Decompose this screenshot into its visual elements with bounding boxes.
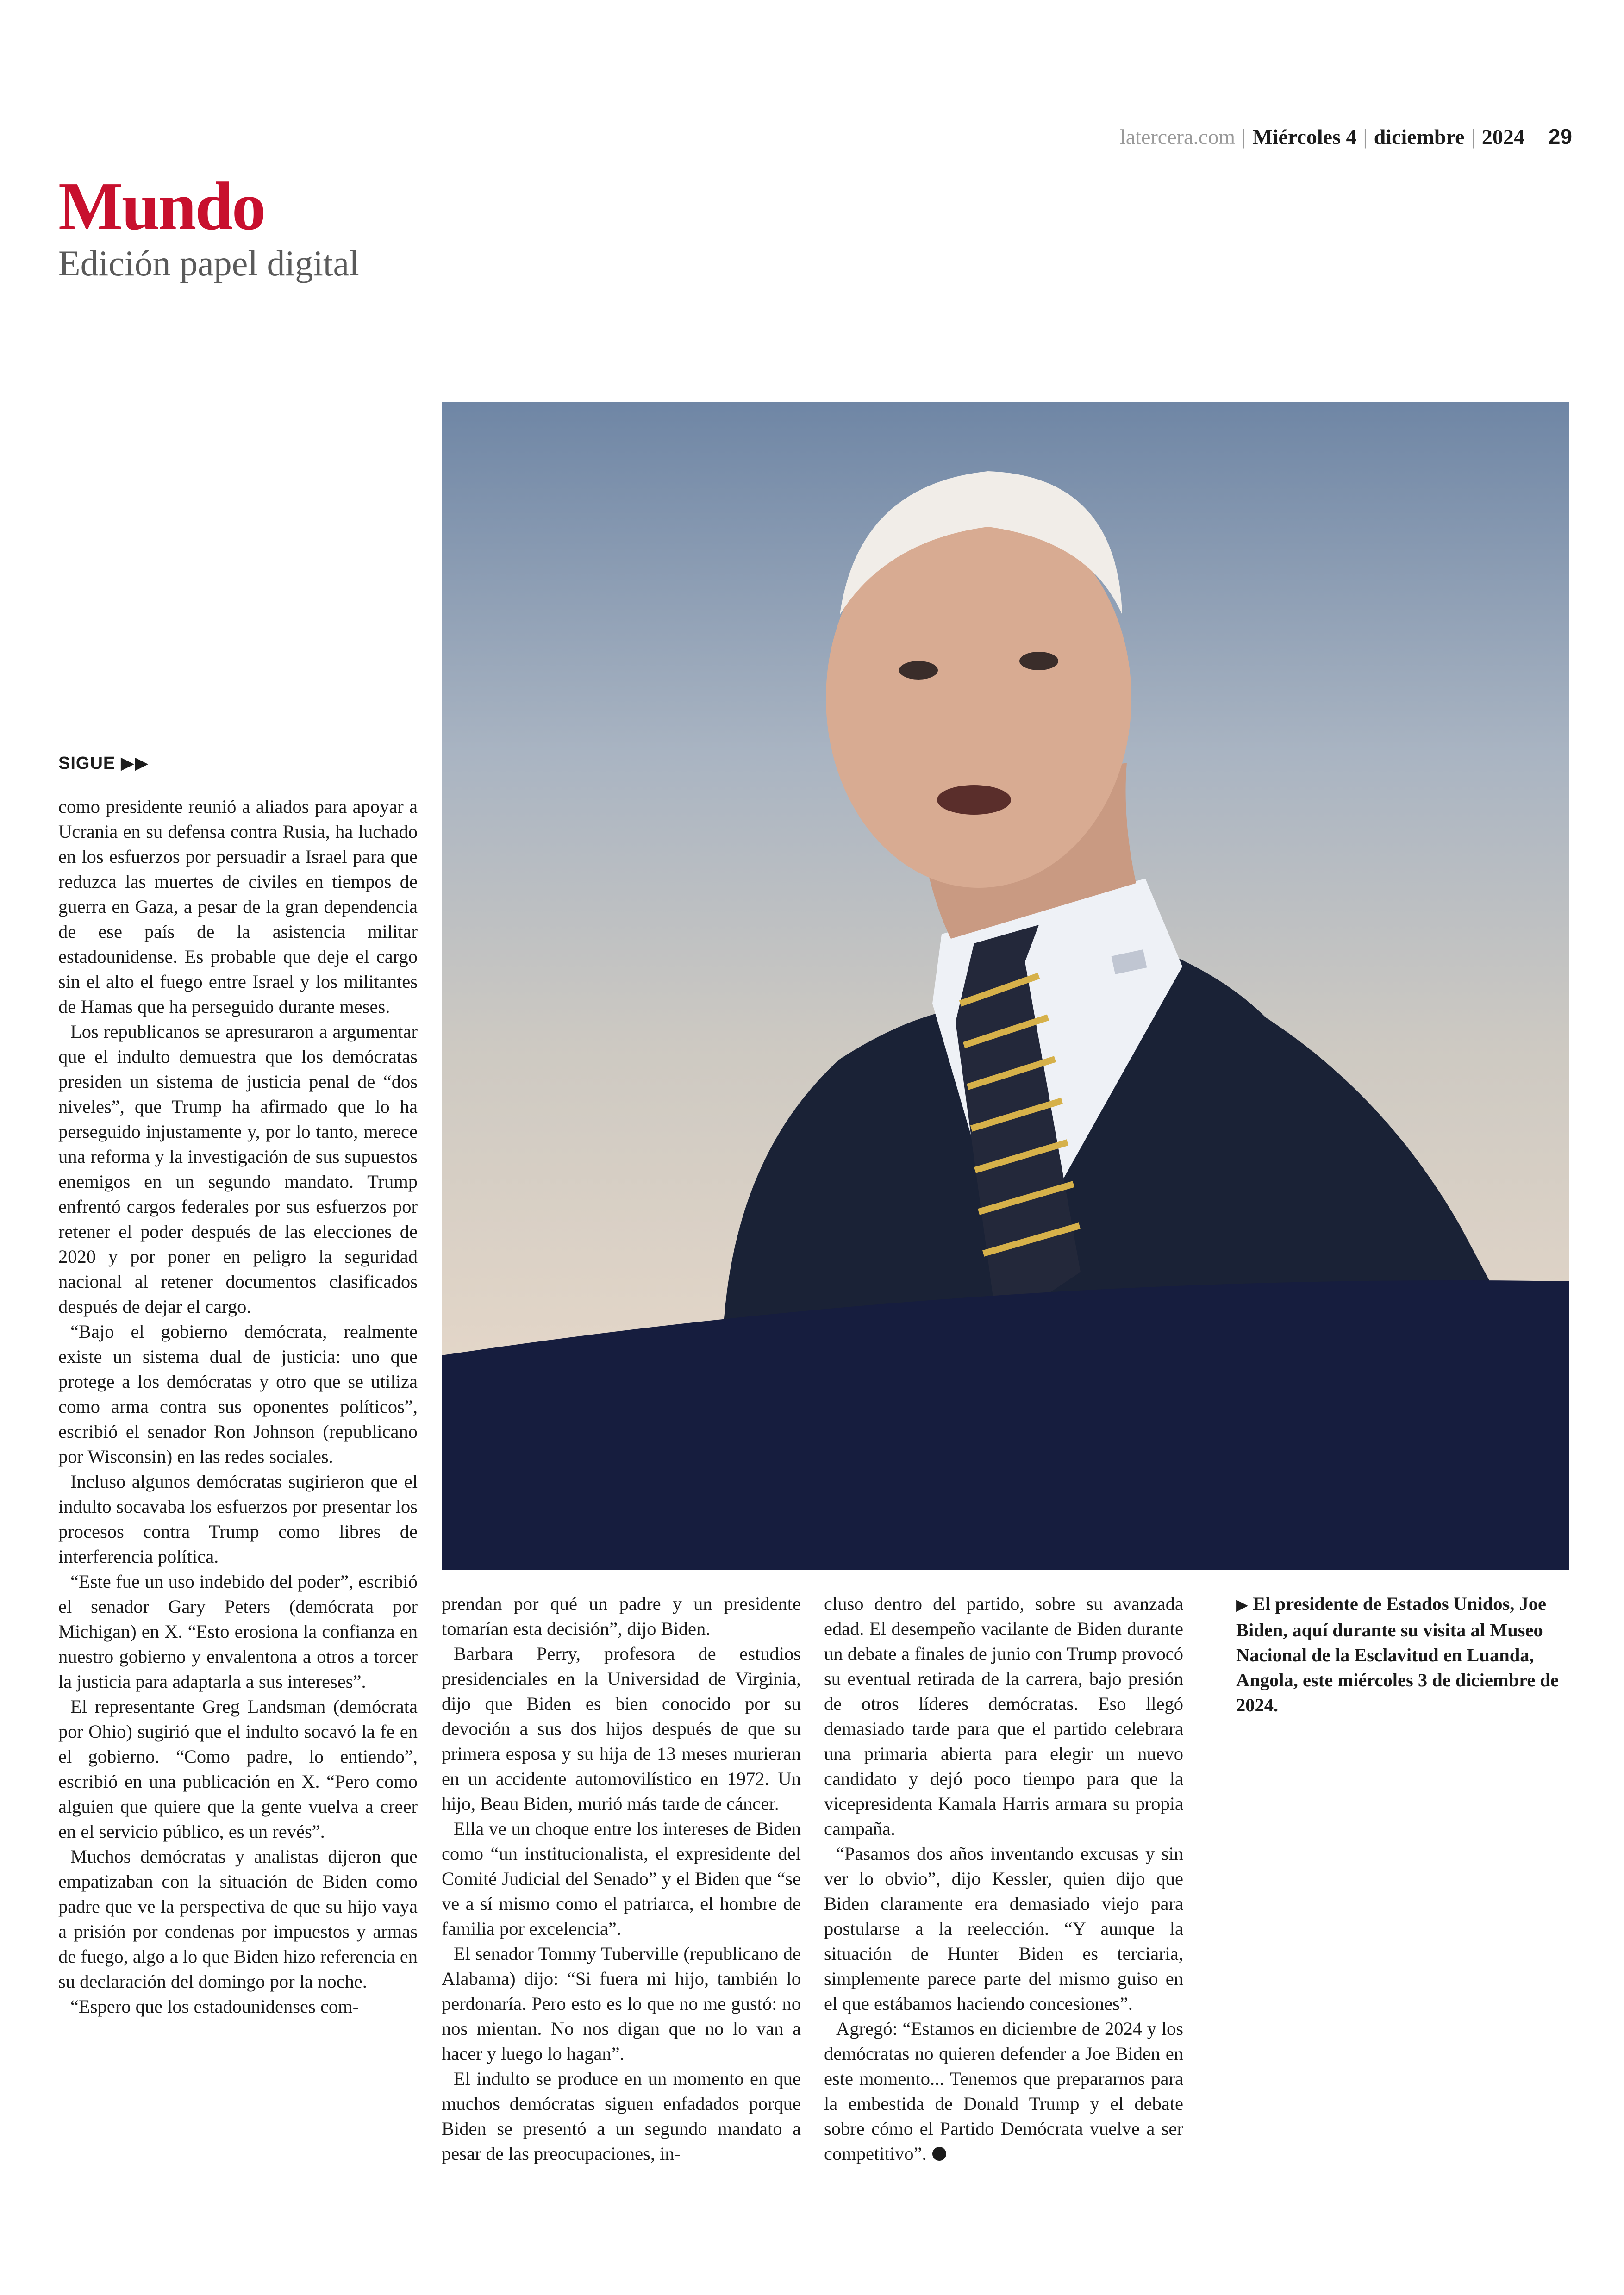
article-photo (442, 402, 1569, 1570)
right-eye (1019, 652, 1058, 670)
end-of-article-icon (932, 2147, 946, 2161)
paragraph: El senador Tommy Tuberville (republicano de Alabama) dijo: “Si fuera mi hijo, también lo perdonaría. Pero esto es lo que no me gustó: no nos mientan. No nos digan que no lo van a hacer y luego lo hagan”. (442, 1943, 801, 2064)
paragraph: prendan por qué un padre y un presidente tomarían esta decisión”, dijo Biden. (442, 1593, 801, 1639)
caption-text: El presidente de Estados Unidos, Joe Biden, aquí durante su visita al Museo Nacional de la Esclavitud en Luanda, Angola, este miércoles 3 de diciembre de 2024. (1236, 1593, 1559, 1715)
paragraph-final-text: Agregó: “Estamos en diciembre de 2024 y los demócratas no quieren defender a Joe Biden en este momento... Tenemos que prepararnos para la embestida de Donald Trump y el debate sobre cómo el Partido Demócrata vuelve a ser competitivo”. (824, 2018, 1183, 2164)
left-eye (899, 661, 938, 680)
masthead-month: diciembre (1374, 125, 1465, 149)
article-column-3 (824, 1591, 1183, 2166)
continued-label: SIGUE ▶▶ (58, 754, 149, 773)
masthead-day: Miércoles 4 (1252, 125, 1357, 149)
paragraph: Ella ve un choque entre los intereses de Biden como “un institucionalista, el expresidente del Comité Judicial del Senado” y el Biden que “se ve a sí mismo como el patriarca, el hombre de familia por excelencia”. (442, 1818, 801, 1939)
podium-shape (442, 1280, 1569, 1570)
paragraph: “Pasamos dos años inventando excusas y sin ver lo obvio”, dijo Kessler, quien dijo que Biden claramente era demasiado viejo para postularse a la reelección. “Y aunque la situación de Hunter Biden es terciaria, simplemente parece parte del mismo guiso en el que estábamos haciendo concesiones”. (824, 1843, 1183, 2014)
page-number: 29 (1548, 125, 1572, 149)
paragraph: Muchos demócratas y analistas dijeron que empatizaban con la situación de Biden como padre que ve la perspectiva de que su hijo vaya a prisión por condenas por impuestos y armas de fuego, algo a lo que Biden hizo referencia en su declaración del domingo por la noche. (58, 1846, 418, 1992)
paragraph: “Bajo el gobierno demócrata, realmente existe un sistema dual de justicia: uno que protege a los demócratas y otro que se utiliza como arma contra sus oponentes políticos”, escribió el senador Ron Johnson (republicano por Wisconsin) en las redes sociales. (58, 1321, 418, 1467)
separator: | (1471, 125, 1475, 149)
caption-arrow-icon: ▶ (1236, 1597, 1249, 1614)
paragraph: El representante Greg Landsman (demócrata por Ohio) sugirió que el indulto socavó la fe en el gobierno. “Como padre, lo entiendo”, escribió en una publicación en X. “Pero como alguien que quiere que la gente vuelva a creer en el servicio público, es un revés”. (58, 1696, 418, 1842)
paragraph: “Este fue un uso indebido del poder”, escribió el senador Gary Peters (demócrata por Michigan) en X. “Esto erosiona la confianza en nuestro gobierno y envalentona a otros a torcer la justicia para adaptarla a sus intereses”. (58, 1571, 418, 1692)
paragraph: como presidente reunió a aliados para apoyar a Ucrania en su defensa contra Rusia, ha luchado en los esfuerzos por persuadir a Israel para que reduzca las muertes de civiles en tiempos de guerra en Gaza, a pesar de la gran dependencia de ese país de la asistencia militar estadounidense. Es probable que deje el cargo sin el alto el fuego entre Israel y los militantes de Hamas que ha perseguido durante meses. (58, 796, 418, 1017)
separator: | (1363, 125, 1368, 149)
edition-subtitle: Edición papel digital (58, 243, 359, 283)
mouth (937, 785, 1011, 815)
paragraph-final (824, 2016, 1183, 2166)
masthead (1120, 124, 1572, 149)
separator: | (1242, 125, 1246, 149)
paragraph: Incluso algunos demócratas sugirieron que el indulto socavaba los esfuerzos por presentar los procesos contra Trump como libres de interferencia política. (58, 1471, 418, 1567)
site-name: latercera.com (1120, 125, 1236, 149)
masthead-year: 2024 (1481, 125, 1524, 149)
article-column-2 (442, 1591, 801, 2166)
article-column-1 (58, 794, 418, 2019)
paragraph: El indulto se produce en un momento en que muchos demócratas siguen enfadados porque Biden se presentó a un segundo mandato a pesar de las preocupaciones, in- (442, 2068, 801, 2164)
section-title: Mundo (58, 168, 265, 244)
paragraph: Barbara Perry, profesora de estudios presidenciales en la Universidad de Virginia, dijo que Biden es bien conocido por su devoción a sus dos hijos después de que su primera esposa y su hija de 13 meses murieran en un accidente automovilístico en 1972. Un hijo, Beau Biden, murió más tarde de cáncer. (442, 1643, 801, 1814)
photo-caption (1236, 1591, 1569, 1718)
paragraph: “Espero que los estadounidenses com- (70, 1996, 359, 2017)
paragraph: Los republicanos se apresuraron a argumentar que el indulto demuestra que los demócratas presiden un sistema de justicia penal de “dos niveles”, que Trump ha afirmado que lo ha perseguido injustamente y, por lo tanto, merece una reforma y la investigación de sus supuestos enemigos en un segundo mandato. Trump enfrentó cargos federales por sus esfuerzos por retener el poder después de las elecciones de 2020 y por poner en peligro la seguridad nacional al retener documentos clasificados después de dejar el cargo. (58, 1021, 418, 1317)
paragraph: cluso dentro del partido, sobre su avanzada edad. El desempeño vacilante de Biden durante un debate a finales de junio con Trump provocó su eventual retirada de la carrera, bajo presión de otros líderes demócratas. Eso llegó demasiado tarde para que el partido celebrara una primaria abierta para elegir un nuevo candidato y dejó poco tiempo para que la vicepresidenta Kamala Harris armara su propia campaña. (824, 1593, 1183, 1839)
